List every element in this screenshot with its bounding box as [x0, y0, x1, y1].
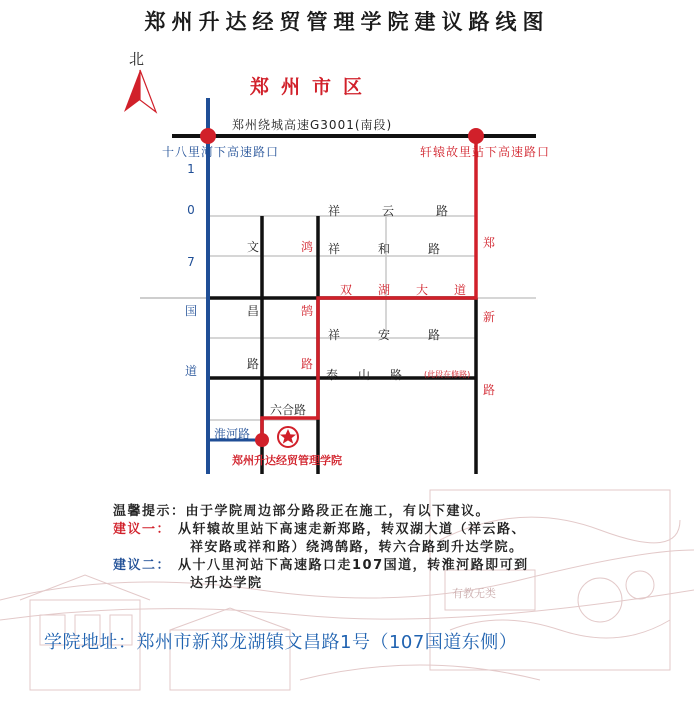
road-107-char-0: 0: [187, 203, 195, 217]
road-107-char-7: 7: [187, 255, 195, 269]
road-107-char-dao: 道: [184, 364, 197, 378]
xiangyun-road-label: 祥云路: [328, 204, 491, 218]
school-marker: [255, 433, 269, 447]
xinzheng-char-3: 路: [482, 383, 495, 397]
shuanghu-avenue-label: 双湖大道: [340, 283, 493, 297]
road-107-char-guo: 国: [184, 304, 197, 318]
wenchang-char-3: 路: [246, 357, 259, 371]
expressway-label: 郑州绕城高速G3001(南段): [232, 118, 393, 132]
suggestion-1-line-1: 从轩辕故里站下高速走新郑路，转双湖大道（祥云路、: [178, 522, 527, 537]
exit-left-label: 十八里河下高速路口: [162, 145, 280, 159]
suggestion-2-line-2: 达升达学院: [190, 576, 263, 591]
xiangan-road-label: 祥安路: [328, 328, 479, 342]
exit-left-marker: [200, 128, 216, 144]
school-address: 学院地址：郑州市新郑龙湖镇文昌路1号（107国道东侧）: [44, 632, 518, 653]
suggestion-1-line-2: 祥安路或祥和路）绕鸿鹄路，转六合路到升达学院。: [190, 540, 524, 555]
honghu-char-1: 鸿: [300, 240, 313, 254]
xinzheng-char-2: 新: [482, 310, 495, 324]
huaihe-road-label: 淮河路: [214, 427, 251, 441]
xianghe-road-label: 祥和路: [328, 242, 479, 256]
north-label: 北: [129, 50, 145, 68]
suggestion-2-label: 建议二：: [113, 558, 172, 573]
school-label: 郑州升达经贸管理学院: [232, 454, 342, 467]
exit-right-label: 轩辕故里站下高速路口: [420, 145, 551, 159]
exit-right-marker: [468, 128, 484, 144]
xinzheng-char-1: 郑: [482, 236, 495, 250]
honghu-char-3: 路: [300, 357, 313, 371]
suggestion-1-label: 建议一：: [113, 522, 172, 537]
liuhe-road-label: 六合路: [270, 403, 307, 417]
suggestion-2-line-1: 从十八里河站下高速路口走107国道，转淮河路即可到: [178, 558, 529, 573]
city-area-label: 郑州市区: [250, 76, 375, 98]
taishan-road-label: 泰山路: [326, 368, 423, 382]
wenchang-char-2: 昌: [246, 304, 259, 318]
road-107-char-1: 1: [187, 162, 195, 176]
tip-text: 温馨提示：由于学院周边部分路段正在施工，有以下建议。: [113, 504, 491, 519]
honghu-char-2: 鹄: [300, 304, 313, 318]
taishan-road-note: (此段在修路): [424, 370, 471, 379]
page-title: 郑州升达经贸管理学院建议路线图: [144, 10, 550, 34]
wenchang-char-1: 文: [246, 240, 259, 254]
background-sign-text: 有教无类: [452, 587, 496, 600]
